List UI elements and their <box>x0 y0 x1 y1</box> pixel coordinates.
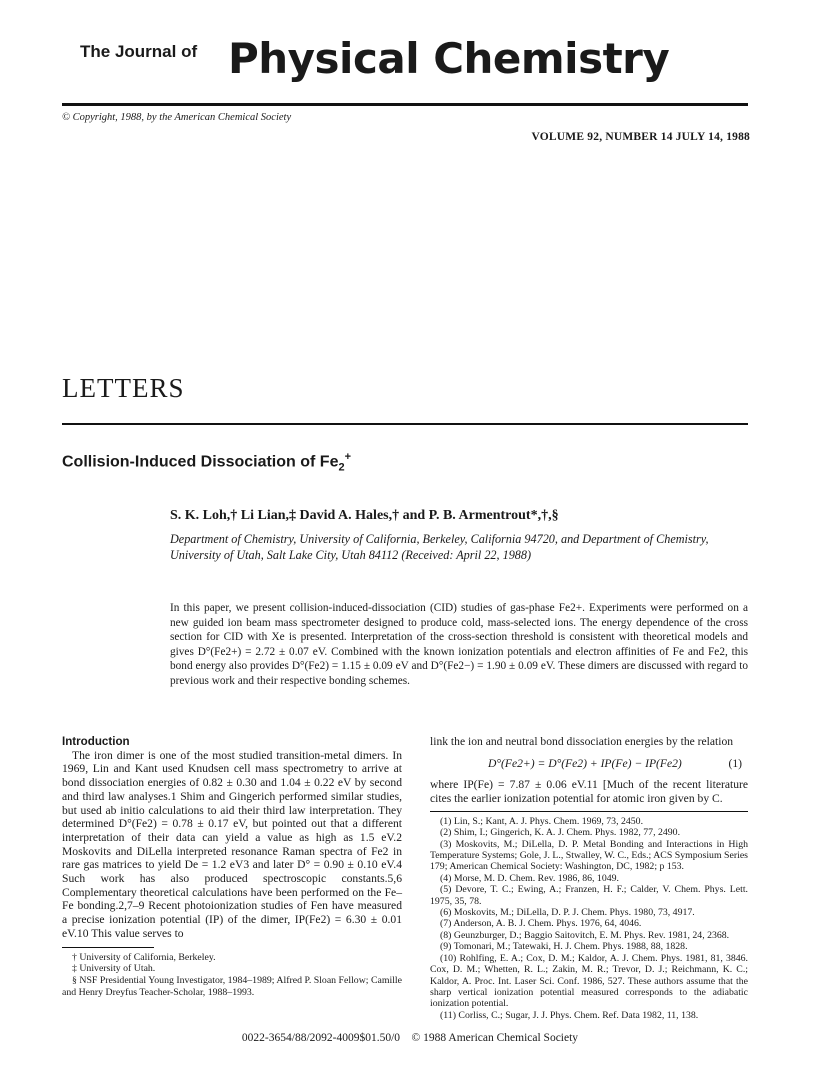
footnote: † University of California, Berkeley. <box>72 951 216 963</box>
post-equation-text: where IP(Fe) = 7.87 ± 0.06 eV.11 [Much of the recent literature cites the earlier ionization potential for atomic iron given by C. <box>430 778 748 806</box>
article-title-text: Collision-Induced Dissociation of Fe <box>62 453 339 471</box>
abstract: In this paper, we present collision-induced-dissociation (CID) studies of gas-phase Fe2+. Experiments were performed on a new guided ion beam mass spectrometer designed to produce cold, mass-selected ions. The energy dependence of the cross section for CID with Xe is presented. Interpretation of the cross-section threshold is consistent with theoretical models and gives D°(Fe2+) = 2.72 ± 0.07 eV. Combined with the known ionization potentials and electron affinities of Fe and Fe2, this bond energy also provides D°(Fe2) = 1.15 ± 0.09 eV and D°(Fe2−) = 1.90 ± 0.09 eV. These dimers are discussed with regard to previous work and their respective bonding schemes. <box>170 602 748 687</box>
introduction-heading: Introduction <box>62 735 130 748</box>
equation-text: D°(Fe2+) = D°(Fe2) + IP(Fe) − IP(Fe2) <box>488 756 682 770</box>
footnotes <box>62 952 402 999</box>
article-title-subscript: 2 <box>338 461 345 474</box>
reference-item: (3) Moskovits, M.; DiLella, D. P. Metal Bonding and Interactions in High Temperature Systems; Gole, J. L., Stwalley, W. C., Eds.; ACS Symposium Series 179; American Chemical Society: Washington, DC, 1982; p 153. <box>430 838 748 873</box>
reference-item: (1) Lin, S.; Kant, A. J. Phys. Chem. 1969, 73, 2450. <box>440 815 644 827</box>
reference-item: (7) Anderson, A. B. J. Chem. Phys. 1976, 64, 4046. <box>440 918 642 930</box>
journal-name: Physical Chemistry <box>228 34 670 83</box>
references-list <box>430 816 748 1021</box>
reference-item: (4) Morse, M. D. Chem. Rev. 1986, 86, 1049. <box>440 872 619 884</box>
volume-line: VOLUME 92, NUMBER 14 JULY 14, 1988 <box>531 131 750 143</box>
footnote-rule <box>62 947 154 948</box>
references-rule <box>430 811 748 812</box>
footer-code: 0022-3654/88/2092-4009$01.50/0 <box>241 1032 401 1044</box>
equation-number: (1) <box>728 756 742 770</box>
continuation-text: link the ion and neutral bond dissociation energies by the relation <box>430 735 734 748</box>
copyright-notice: © Copyright, 1988, by the American Chemical Society <box>62 112 292 123</box>
footnote: § NSF Presidential Young Investigator, 1984–1989; Alfred P. Sloan Fellow; Camille and Henry Dreyfus Teacher-Scholar, 1988–1993. <box>62 975 402 998</box>
reference-item: (11) Corliss, C.; Sugar, J. J. Phys. Chem. Ref. Data 1982, 11, 138. <box>440 1009 699 1021</box>
footer-copyright: © 1988 American Chemical Society <box>411 1032 579 1044</box>
section-label: LETTERS <box>62 373 185 403</box>
equation-1 <box>430 757 748 771</box>
reference-item: (5) Devore, T. C.; Ewing, A.; Franzen, H. F.; Calder, V. Chem. Phys. Lett. 1975, 35, 78. <box>430 884 748 907</box>
page-footer <box>0 1032 820 1044</box>
reference-item: (10) Rohlfing, E. A.; Cox, D. M.; Kaldor, A. J. Chem. Phys. 1981, 81, 3846. Cox, D. M.; Whetten, R. L.; Zakin, M. R.; Trevor, D. J.; Reichmann, K. C.; Kaldor, A. Proc. Int. Laser Sci. Conf. 1986, 527. These authors assume that the sharp vertical ionization potential measured corresponds to the adiabatic ionization potential. <box>430 952 748 1010</box>
right-column <box>430 735 748 1021</box>
reference-item: (8) Geunzburger, D.; Baggio Saitovitch, E. M. Phys. Rev. 1981, 24, 2368. <box>440 929 730 941</box>
footnote: ‡ University of Utah. <box>72 963 156 975</box>
introduction-paragraph: The iron dimer is one of the most studied transition-metal dimers. In 1969, Lin and Kant used Knudsen cell mass spectrometry to arrive at bond dissociation energies of 0.82 ± 0.30 and 1.04 ± 0.22 eV by second and third law analyses.1 Shim and Gingerich performed similar studies, but used ab initio calculations to aid their third law interpretation. They determined D°(Fe2) = 0.78 ± 0.17 eV, but pointed out that a different interpretation of their data can yield a value as high as 1.5 eV.2 Moskovits and DiLella interpreted resonance Raman spectra of Fe2 in rare gas matrices to yield De = 1.2 eV3 and later D° = 0.90 ± 0.10 eV.4 Such work has also produced spectroscopic constants.5,6 Complementary theoretical calculations have been performed on the Fe–Fe bonding.2,7–9 Recent photoionization studies of Fen have measured a precise ionization potential (IP) of the dimer, IP(Fe2) = 6.30 ± 0.01 eV.10 This value serves to <box>62 748 402 940</box>
article-title-superscript: + <box>344 451 352 463</box>
header-rule <box>62 103 748 106</box>
reference-item: (9) Tomonari, M.; Tatewaki, H. J. Chem. Phys. 1988, 88, 1828. <box>440 941 688 953</box>
section-rule <box>62 423 748 425</box>
affiliation: Department of Chemistry, University of California, Berkeley, California 94720, and Department of Chemistry, University of Utah, Salt Lake City, Utah 84112 (Received: April 22, 1988) <box>170 532 709 562</box>
journal-name-prefix: The Journal of <box>80 42 198 61</box>
left-column <box>62 735 402 999</box>
reference-item: (6) Moskovits, M.; DiLella, D. P. J. Chem. Phys. 1980, 73, 4917. <box>440 907 695 919</box>
article-title <box>62 451 351 474</box>
reference-item: (2) Shim, I.; Gingerich, K. A. J. Chem. Phys. 1982, 77, 2490. <box>440 827 681 839</box>
author-list: S. K. Loh,† Li Lian,‡ David A. Hales,† and P. B. Armentrout*,†,§ <box>170 508 559 523</box>
